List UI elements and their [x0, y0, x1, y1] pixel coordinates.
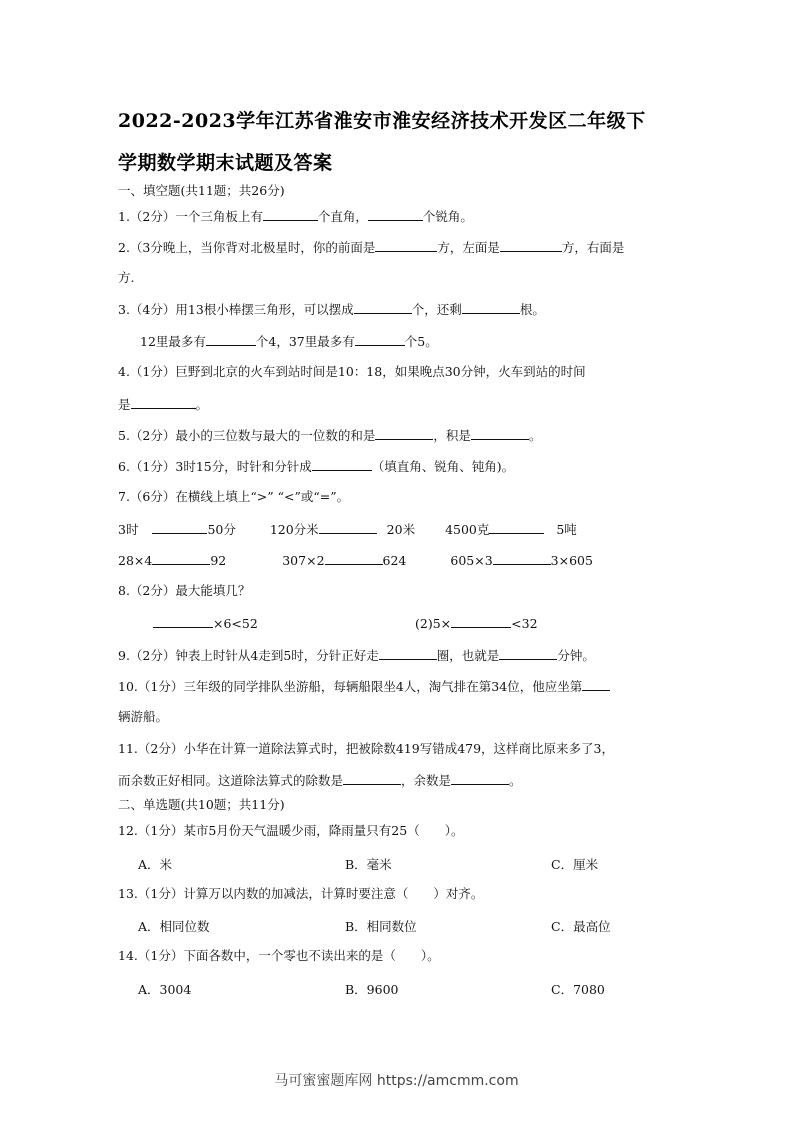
q11-text-d: 。	[509, 773, 522, 788]
q11-text-c: ，余数是	[401, 773, 452, 788]
q5-text-a: 5.（2分）最小的三位数与最大的一位数的和是	[118, 428, 376, 443]
q4-text-b: 是	[118, 397, 131, 412]
q10-continuation: 辆游船。	[118, 709, 169, 724]
option-b[interactable]: B．9600	[345, 982, 399, 997]
q3-text-c: 根。	[519, 302, 545, 317]
answer-blank[interactable]	[355, 333, 405, 346]
question-11: 11.（2分）小华在计算一道除法算式时，把被除数419写错成479，这样商比原来多了3，	[118, 741, 615, 756]
q7-cell: 307×2	[282, 553, 325, 568]
q2-continuation: 方.	[118, 270, 135, 285]
q7-cell: 3时	[118, 522, 139, 537]
option-c[interactable]: C．7080	[551, 982, 605, 997]
q6-text-a: 6.（1分）3时15分，时针和分针成	[118, 459, 312, 474]
answer-blank[interactable]	[206, 333, 256, 346]
answer-blank[interactable]	[499, 647, 557, 660]
question-4-line-2	[118, 396, 208, 413]
option-a[interactable]: A．相同位数	[138, 919, 210, 934]
question-3	[118, 301, 545, 318]
q8-text-b: ×6<52	[213, 616, 258, 631]
q2-text-b: 方，左面是	[437, 240, 500, 255]
answer-blank[interactable]	[152, 552, 210, 565]
answer-blank[interactable]	[451, 772, 509, 785]
option-b[interactable]: B．相同数位	[345, 919, 417, 934]
question-10	[118, 678, 610, 695]
answer-blank[interactable]	[582, 678, 610, 691]
option-b[interactable]: B．毫米	[345, 857, 392, 872]
q1-text-b: 个直角，	[317, 209, 368, 224]
question-2	[118, 239, 624, 256]
answer-blank[interactable]	[379, 647, 437, 660]
question-11-line-2	[118, 772, 522, 789]
q9-text-c: 分钟。	[557, 648, 595, 663]
q3-text-b: 个，还剩	[411, 302, 462, 317]
q7-cell: 5吨	[556, 522, 577, 537]
title-line-1: 2022-2023学年江苏省淮安市淮安经济技术开发区二年级下	[118, 110, 646, 132]
answer-blank[interactable]	[152, 521, 207, 534]
question-4: 4.（1分）巨野到北京的火车到站时间是10：18，如果晚点30分钟，火车到站的时间	[118, 364, 586, 379]
q4-text-c: 。	[195, 397, 209, 412]
question-13: 13.（1分）计算万以内数的加减法，计算时要注意（ ）对齐。	[118, 886, 484, 901]
q1-text-c: 个锐角。	[422, 209, 473, 224]
option-a[interactable]: A．3004	[138, 982, 192, 997]
answer-blank[interactable]	[493, 552, 551, 565]
q7-cell: 28×4	[118, 553, 153, 568]
q8-text-d: <32	[511, 616, 538, 631]
q2-text-a: 2.（3分晚上，当你背对北极星时，你的前面是	[118, 240, 376, 255]
section-heading-fill: 一、填空题(共11题；共26分)	[118, 183, 285, 198]
q3-text-d: 12里最多有	[140, 334, 206, 349]
q3-text-f: 个5。	[404, 334, 438, 349]
question-14: 14.（1分）下面各数中，一个零也不读出来的是（ ）。	[118, 948, 440, 963]
q6-text-b: （填直角、锐角、钝角)。	[371, 459, 515, 474]
q5-text-b: ，积是	[433, 428, 471, 443]
footer-watermark: 马可蜜蜜题库网 https://amcmm.com	[274, 1073, 519, 1089]
q7-cell: 605×3	[450, 553, 493, 568]
question-1	[118, 208, 473, 225]
q7-cell: 4500克	[445, 522, 490, 537]
question-6	[118, 458, 514, 475]
answer-blank[interactable]	[471, 427, 529, 440]
answer-blank[interactable]	[319, 521, 377, 534]
option-a[interactable]: A．米	[138, 857, 173, 872]
q10-text-a: 10.（1分）三年级的同学排队坐游船，每辆船限坐4人，淘气排在第34位，他应坐第	[118, 679, 583, 694]
answer-blank[interactable]	[500, 239, 562, 252]
answer-blank[interactable]	[489, 521, 544, 534]
answer-blank[interactable]	[263, 208, 318, 221]
q7-row-2	[118, 552, 593, 569]
q9-text-a: 9.（2分）钟表上时针从4走到5时，分针正好走	[118, 648, 379, 663]
q3-text-e: 个4，37里最多有	[255, 334, 355, 349]
q7-cell: 3×605	[550, 553, 593, 568]
answer-blank[interactable]	[343, 772, 401, 785]
q7-cell: 20米	[386, 522, 416, 537]
answer-blank[interactable]	[368, 208, 423, 221]
answer-blank[interactable]	[462, 301, 520, 314]
q11-text-b: 而余数正好相同。这道除法算式的除数是	[118, 773, 344, 788]
question-12: 12.（1分）某市5月份天气温暖少雨，降雨量只有25（ ）。	[118, 823, 464, 838]
question-8: 8.（2分）最大能填几？	[118, 583, 251, 598]
q7-cell: 50分	[207, 522, 236, 537]
answer-blank[interactable]	[354, 301, 412, 314]
question-9	[118, 647, 595, 664]
q7-cell: 624	[382, 553, 407, 568]
q9-text-b: 圈，也就是	[436, 648, 500, 663]
answer-blank[interactable]	[131, 396, 196, 409]
option-c[interactable]: C．最高位	[551, 919, 611, 934]
q8-text-c: (2)5×	[415, 616, 452, 631]
section-heading-choice: 二、单选题(共10题；共11分)	[118, 797, 285, 812]
answer-blank[interactable]	[312, 458, 372, 471]
q2-text-c: 方，右面是	[561, 240, 625, 255]
answer-blank[interactable]	[375, 239, 437, 252]
question-5	[118, 427, 541, 444]
q1-text-a: 1.（2分）一个三角板上有	[118, 209, 263, 224]
q7-cell: 92	[210, 553, 227, 568]
question-3-part-2	[140, 333, 438, 350]
q7-row-1	[118, 521, 577, 538]
answer-blank[interactable]	[451, 615, 511, 628]
q7-cell: 120分米	[269, 522, 319, 537]
q8-part-2	[415, 615, 538, 632]
q8-part-1	[153, 615, 258, 632]
answer-blank[interactable]	[375, 427, 433, 440]
answer-blank[interactable]	[325, 552, 383, 565]
title-line-2: 学期数学期末试题及答案	[118, 152, 333, 174]
answer-blank[interactable]	[153, 615, 213, 628]
q5-text-c: 。	[528, 428, 542, 443]
option-c[interactable]: C．厘米	[551, 857, 599, 872]
question-7: 7.（6分）在横线上填上“>” “<”或“=”。	[118, 489, 350, 504]
q3-text-a: 3.（4分）用13根小棒摆三角形，可以摆成	[118, 302, 354, 317]
